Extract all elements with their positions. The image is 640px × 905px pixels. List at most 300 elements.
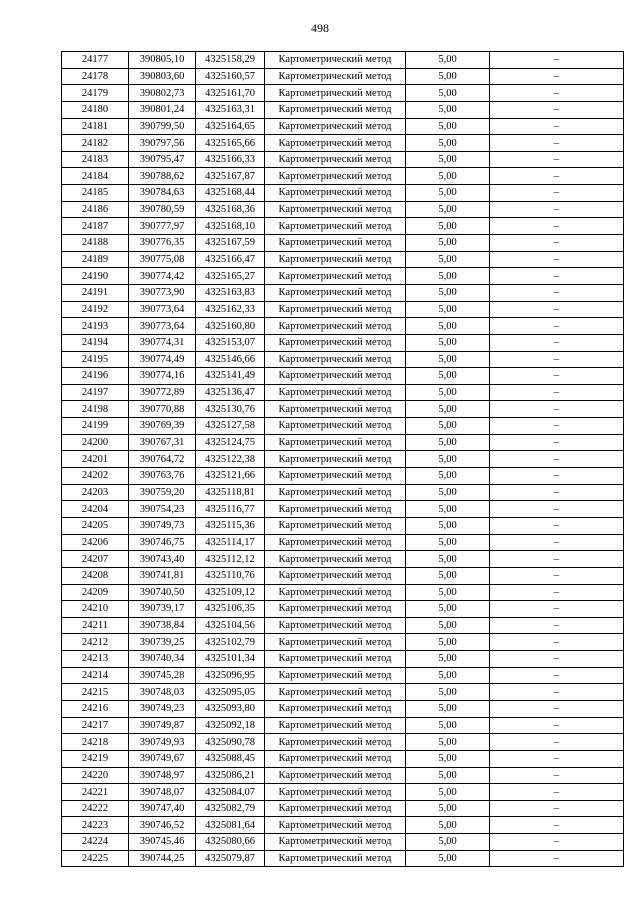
y-coordinate-cell: 4325168,10 [196,218,265,235]
method-cell: Картометрический метод [265,684,406,701]
note-cell: – [490,168,624,185]
accuracy-cell: 5,00 [406,351,490,368]
note-cell: – [490,52,624,69]
y-coordinate-cell: 4325161,70 [196,85,265,102]
y-coordinate-cell: 4325102,79 [196,634,265,651]
table-row [62,318,624,335]
table-row [62,334,624,351]
note-cell: – [490,318,624,335]
point-number-cell: 24217 [62,717,129,734]
method-cell: Картометрический метод [265,700,406,717]
accuracy-cell: 5,00 [406,68,490,85]
accuracy-cell: 5,00 [406,800,490,817]
y-coordinate-cell: 4325165,27 [196,268,265,285]
note-cell: – [490,418,624,435]
x-coordinate-cell: 390777,97 [129,218,196,235]
x-coordinate-cell: 390805,10 [129,52,196,69]
x-coordinate-cell: 390776,35 [129,235,196,252]
point-number-cell: 24224 [62,834,129,851]
accuracy-cell: 5,00 [406,418,490,435]
method-cell: Картометрический метод [265,717,406,734]
x-coordinate-cell: 390780,59 [129,201,196,218]
x-coordinate-cell: 390772,89 [129,384,196,401]
accuracy-cell: 5,00 [406,301,490,318]
point-number-cell: 24209 [62,584,129,601]
y-coordinate-cell: 4325168,36 [196,201,265,218]
x-coordinate-cell: 390801,24 [129,101,196,118]
y-coordinate-cell: 4325096,95 [196,667,265,684]
table-row [62,251,624,268]
table-row [62,384,624,401]
x-coordinate-cell: 390770,88 [129,401,196,418]
x-coordinate-cell: 390745,28 [129,667,196,684]
table-row [62,101,624,118]
method-cell: Картометрический метод [265,784,406,801]
table-row [62,68,624,85]
point-number-cell: 24204 [62,501,129,518]
accuracy-cell: 5,00 [406,251,490,268]
note-cell: – [490,617,624,634]
accuracy-cell: 5,00 [406,767,490,784]
note-cell: – [490,384,624,401]
note-cell: – [490,201,624,218]
accuracy-cell: 5,00 [406,700,490,717]
table-row [62,634,624,651]
table-row [62,667,624,684]
method-cell: Картометрический метод [265,584,406,601]
y-coordinate-cell: 4325093,80 [196,700,265,717]
y-coordinate-cell: 4325112,12 [196,551,265,568]
x-coordinate-cell: 390739,25 [129,634,196,651]
y-coordinate-cell: 4325104,56 [196,617,265,634]
point-number-cell: 24193 [62,318,129,335]
table-row [62,151,624,168]
point-number-cell: 24196 [62,368,129,385]
x-coordinate-cell: 390803,60 [129,68,196,85]
method-cell: Картометрический метод [265,800,406,817]
x-coordinate-cell: 390784,63 [129,185,196,202]
method-cell: Картометрический метод [265,451,406,468]
note-cell: – [490,534,624,551]
note-cell: – [490,284,624,301]
y-coordinate-cell: 4325084,07 [196,784,265,801]
method-cell: Картометрический метод [265,351,406,368]
accuracy-cell: 5,00 [406,434,490,451]
method-cell: Картометрический метод [265,551,406,568]
note-cell: – [490,68,624,85]
x-coordinate-cell: 390775,08 [129,251,196,268]
point-number-cell: 24195 [62,351,129,368]
method-cell: Картометрический метод [265,384,406,401]
note-cell: – [490,301,624,318]
note-cell: – [490,667,624,684]
y-coordinate-cell: 4325124,75 [196,434,265,451]
point-number-cell: 24208 [62,567,129,584]
point-number-cell: 24207 [62,551,129,568]
point-number-cell: 24220 [62,767,129,784]
y-coordinate-cell: 4325163,83 [196,284,265,301]
accuracy-cell: 5,00 [406,401,490,418]
x-coordinate-cell: 390797,56 [129,135,196,152]
accuracy-cell: 5,00 [406,601,490,618]
note-cell: – [490,834,624,851]
page-number: 498 [311,21,329,35]
note-cell: – [490,767,624,784]
y-coordinate-cell: 4325092,18 [196,717,265,734]
x-coordinate-cell: 390774,42 [129,268,196,285]
method-cell: Картометрический метод [265,850,406,867]
y-coordinate-cell: 4325163,31 [196,101,265,118]
method-cell: Картометрический метод [265,767,406,784]
table-row [62,717,624,734]
table-row [62,218,624,235]
point-number-cell: 24189 [62,251,129,268]
method-cell: Картометрический метод [265,168,406,185]
point-number-cell: 24197 [62,384,129,401]
accuracy-cell: 5,00 [406,85,490,102]
accuracy-cell: 5,00 [406,168,490,185]
table-row [62,301,624,318]
point-number-cell: 24180 [62,101,129,118]
x-coordinate-cell: 390749,93 [129,734,196,751]
table-row [62,235,624,252]
accuracy-cell: 5,00 [406,52,490,69]
accuracy-cell: 5,00 [406,235,490,252]
x-coordinate-cell: 390763,76 [129,468,196,485]
point-number-cell: 24181 [62,118,129,135]
y-coordinate-cell: 4325165,66 [196,135,265,152]
method-cell: Картометрический метод [265,151,406,168]
x-coordinate-cell: 390788,62 [129,168,196,185]
x-coordinate-cell: 390774,16 [129,368,196,385]
method-cell: Картометрический метод [265,118,406,135]
x-coordinate-cell: 390749,23 [129,700,196,717]
y-coordinate-cell: 4325164,65 [196,118,265,135]
table-row [62,517,624,534]
method-cell: Картометрический метод [265,218,406,235]
x-coordinate-cell: 390740,34 [129,651,196,668]
y-coordinate-cell: 4325160,80 [196,318,265,335]
method-cell: Картометрический метод [265,667,406,684]
note-cell: – [490,268,624,285]
x-coordinate-cell: 390741,81 [129,567,196,584]
y-coordinate-cell: 4325166,47 [196,251,265,268]
table-row [62,268,624,285]
note-cell: – [490,251,624,268]
accuracy-cell: 5,00 [406,451,490,468]
method-cell: Картометрический метод [265,101,406,118]
note-cell: – [490,451,624,468]
y-coordinate-cell: 4325160,57 [196,68,265,85]
point-number-cell: 24178 [62,68,129,85]
table-row [62,418,624,435]
coordinates-table [61,51,624,867]
point-number-cell: 24205 [62,517,129,534]
x-coordinate-cell: 390740,50 [129,584,196,601]
y-coordinate-cell: 4325114,17 [196,534,265,551]
note-cell: – [490,351,624,368]
point-number-cell: 24188 [62,235,129,252]
note-cell: – [490,434,624,451]
point-number-cell: 24199 [62,418,129,435]
accuracy-cell: 5,00 [406,268,490,285]
note-cell: – [490,401,624,418]
table-row [62,85,624,102]
table-row [62,52,624,69]
table-row [62,484,624,501]
method-cell: Картометрический метод [265,634,406,651]
x-coordinate-cell: 390743,40 [129,551,196,568]
table-row [62,800,624,817]
method-cell: Картометрический метод [265,268,406,285]
accuracy-cell: 5,00 [406,484,490,501]
accuracy-cell: 5,00 [406,534,490,551]
accuracy-cell: 5,00 [406,717,490,734]
x-coordinate-cell: 390748,07 [129,784,196,801]
table-row [62,850,624,867]
coordinates-table-body [62,52,624,867]
point-number-cell: 24177 [62,52,129,69]
x-coordinate-cell: 390773,64 [129,301,196,318]
point-number-cell: 24203 [62,484,129,501]
point-number-cell: 24212 [62,634,129,651]
method-cell: Картометрический метод [265,517,406,534]
point-number-cell: 24215 [62,684,129,701]
y-coordinate-cell: 4325101,34 [196,651,265,668]
accuracy-cell: 5,00 [406,734,490,751]
point-number-cell: 24198 [62,401,129,418]
accuracy-cell: 5,00 [406,201,490,218]
table-row [62,817,624,834]
x-coordinate-cell: 390738,84 [129,617,196,634]
table-row [62,617,624,634]
table-row [62,451,624,468]
y-coordinate-cell: 4325106,35 [196,601,265,618]
method-cell: Картометрический метод [265,201,406,218]
point-number-cell: 24216 [62,700,129,717]
table-row [62,734,624,751]
x-coordinate-cell: 390799,50 [129,118,196,135]
point-number-cell: 24222 [62,800,129,817]
y-coordinate-cell: 4325115,36 [196,517,265,534]
method-cell: Картометрический метод [265,434,406,451]
point-number-cell: 24218 [62,734,129,751]
method-cell: Картометрический метод [265,235,406,252]
method-cell: Картометрический метод [265,284,406,301]
table-row [62,185,624,202]
table-row [62,567,624,584]
point-number-cell: 24210 [62,601,129,618]
table-row [62,434,624,451]
y-coordinate-cell: 4325121,66 [196,468,265,485]
table-row [62,767,624,784]
method-cell: Картометрический метод [265,750,406,767]
y-coordinate-cell: 4325168,44 [196,185,265,202]
method-cell: Картометрический метод [265,567,406,584]
point-number-cell: 24206 [62,534,129,551]
note-cell: – [490,567,624,584]
table-row [62,551,624,568]
accuracy-cell: 5,00 [406,684,490,701]
method-cell: Картометрический метод [265,484,406,501]
table-row [62,784,624,801]
note-cell: – [490,800,624,817]
method-cell: Картометрический метод [265,834,406,851]
note-cell: – [490,584,624,601]
x-coordinate-cell: 390773,90 [129,284,196,301]
y-coordinate-cell: 4325136,47 [196,384,265,401]
note-cell: – [490,218,624,235]
note-cell: – [490,368,624,385]
table-row [62,351,624,368]
y-coordinate-cell: 4325082,79 [196,800,265,817]
table-row [62,651,624,668]
method-cell: Картометрический метод [265,401,406,418]
y-coordinate-cell: 4325166,33 [196,151,265,168]
note-cell: – [490,118,624,135]
table-row [62,118,624,135]
method-cell: Картометрический метод [265,301,406,318]
table-row [62,468,624,485]
method-cell: Картометрический метод [265,52,406,69]
accuracy-cell: 5,00 [406,667,490,684]
note-cell: – [490,634,624,651]
point-number-cell: 24186 [62,201,129,218]
x-coordinate-cell: 390767,31 [129,434,196,451]
note-cell: – [490,151,624,168]
accuracy-cell: 5,00 [406,468,490,485]
accuracy-cell: 5,00 [406,118,490,135]
accuracy-cell: 5,00 [406,151,490,168]
y-coordinate-cell: 4325153,07 [196,334,265,351]
point-number-cell: 24213 [62,651,129,668]
point-number-cell: 24187 [62,218,129,235]
method-cell: Картометрический метод [265,534,406,551]
method-cell: Картометрический метод [265,334,406,351]
y-coordinate-cell: 4325158,29 [196,52,265,69]
accuracy-cell: 5,00 [406,784,490,801]
x-coordinate-cell: 390749,87 [129,717,196,734]
y-coordinate-cell: 4325081,64 [196,817,265,834]
table-row [62,368,624,385]
table-row [62,135,624,152]
accuracy-cell: 5,00 [406,501,490,518]
note-cell: – [490,651,624,668]
x-coordinate-cell: 390754,23 [129,501,196,518]
method-cell: Картометрический метод [265,418,406,435]
point-number-cell: 24182 [62,135,129,152]
x-coordinate-cell: 390746,52 [129,817,196,834]
note-cell: – [490,750,624,767]
note-cell: – [490,601,624,618]
accuracy-cell: 5,00 [406,584,490,601]
note-cell: – [490,700,624,717]
table-row [62,601,624,618]
note-cell: – [490,817,624,834]
table-row [62,284,624,301]
accuracy-cell: 5,00 [406,834,490,851]
note-cell: – [490,185,624,202]
note-cell: – [490,784,624,801]
note-cell: – [490,517,624,534]
accuracy-cell: 5,00 [406,634,490,651]
note-cell: – [490,235,624,252]
y-coordinate-cell: 4325130,76 [196,401,265,418]
table-row [62,584,624,601]
method-cell: Картометрический метод [265,651,406,668]
note-cell: – [490,684,624,701]
method-cell: Картометрический метод [265,318,406,335]
method-cell: Картометрический метод [265,817,406,834]
accuracy-cell: 5,00 [406,334,490,351]
x-coordinate-cell: 390774,31 [129,334,196,351]
note-cell: – [490,101,624,118]
y-coordinate-cell: 4325167,87 [196,168,265,185]
accuracy-cell: 5,00 [406,517,490,534]
y-coordinate-cell: 4325088,45 [196,750,265,767]
point-number-cell: 24200 [62,434,129,451]
method-cell: Картометрический метод [265,734,406,751]
method-cell: Картометрический метод [265,185,406,202]
point-number-cell: 24214 [62,667,129,684]
note-cell: – [490,850,624,867]
y-coordinate-cell: 4325086,21 [196,767,265,784]
y-coordinate-cell: 4325090,78 [196,734,265,751]
point-number-cell: 24194 [62,334,129,351]
method-cell: Картометрический метод [265,617,406,634]
note-cell: – [490,334,624,351]
note-cell: – [490,717,624,734]
x-coordinate-cell: 390748,03 [129,684,196,701]
table-row [62,684,624,701]
y-coordinate-cell: 4325146,66 [196,351,265,368]
x-coordinate-cell: 390748,97 [129,767,196,784]
y-coordinate-cell: 4325167,59 [196,235,265,252]
point-number-cell: 24219 [62,750,129,767]
x-coordinate-cell: 390744,25 [129,850,196,867]
method-cell: Картометрический метод [265,251,406,268]
table-row [62,834,624,851]
accuracy-cell: 5,00 [406,185,490,202]
x-coordinate-cell: 390769,39 [129,418,196,435]
x-coordinate-cell: 390773,64 [129,318,196,335]
point-number-cell: 24191 [62,284,129,301]
accuracy-cell: 5,00 [406,651,490,668]
table-row [62,168,624,185]
method-cell: Картометрический метод [265,85,406,102]
table-row [62,750,624,767]
method-cell: Картометрический метод [265,601,406,618]
x-coordinate-cell: 390739,17 [129,601,196,618]
y-coordinate-cell: 4325162,33 [196,301,265,318]
accuracy-cell: 5,00 [406,318,490,335]
x-coordinate-cell: 390745,46 [129,834,196,851]
point-number-cell: 24221 [62,784,129,801]
x-coordinate-cell: 390747,40 [129,800,196,817]
accuracy-cell: 5,00 [406,551,490,568]
y-coordinate-cell: 4325127,58 [196,418,265,435]
method-cell: Картометрический метод [265,501,406,518]
y-coordinate-cell: 4325116,77 [196,501,265,518]
point-number-cell: 24201 [62,451,129,468]
x-coordinate-cell: 390795,47 [129,151,196,168]
point-number-cell: 24184 [62,168,129,185]
table-row [62,401,624,418]
point-number-cell: 24202 [62,468,129,485]
accuracy-cell: 5,00 [406,101,490,118]
accuracy-cell: 5,00 [406,218,490,235]
accuracy-cell: 5,00 [406,284,490,301]
